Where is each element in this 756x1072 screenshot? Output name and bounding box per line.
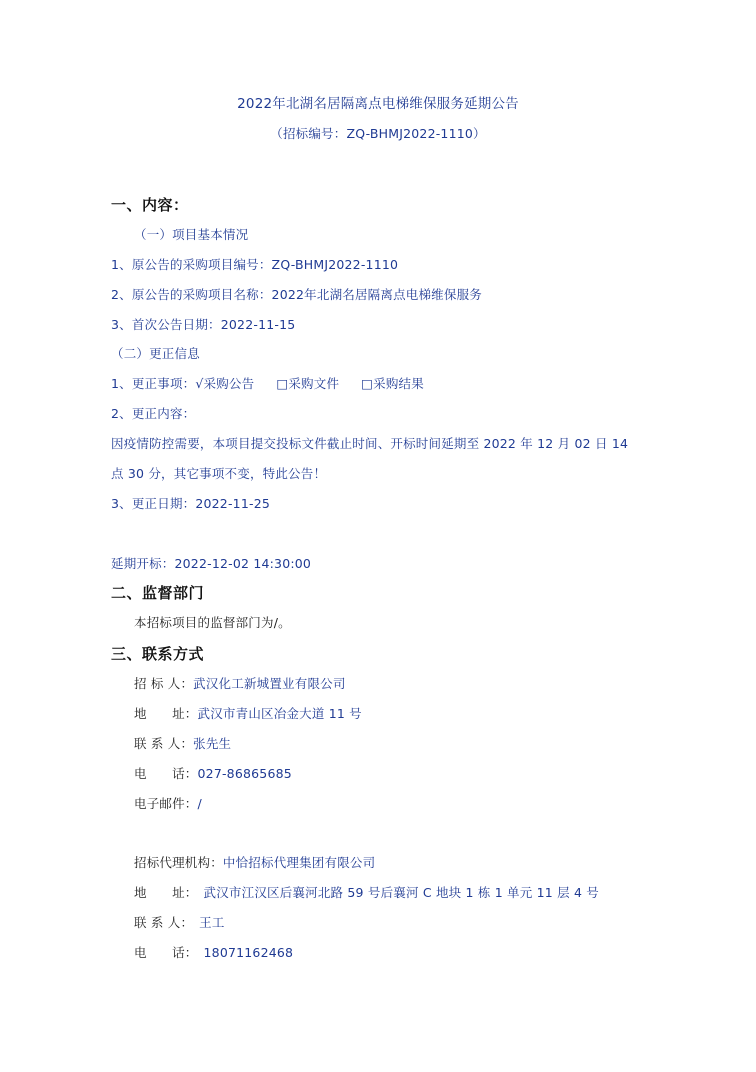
- tenderer-label: 招 标 人：: [134, 676, 194, 691]
- correction-items-label: 1、更正事项：: [111, 376, 196, 391]
- correction-items-row: [111, 376, 424, 392]
- agency-contact-value: 王工: [199, 915, 225, 930]
- option-procurement-results: □采购结果: [361, 376, 424, 391]
- agency-row: [134, 855, 375, 871]
- tenderer-value: 武汉化工新城置业有限公司: [193, 676, 346, 691]
- agency-label: 招标代理机构：: [134, 855, 223, 870]
- section3-heading: 三、联系方式: [111, 645, 205, 663]
- email-row: [134, 796, 202, 812]
- agency-phone-value: 18071162468: [203, 945, 294, 960]
- correction-content-label: 2、更正内容：: [111, 406, 196, 421]
- postponed-opening-time: 延期开标：2022-12-02 14:30:00: [111, 556, 312, 571]
- agency-address-value: 武汉市江汉区后襄河北路 59 号后襄河 C 地块 1 栋 1 单元 11 层 4 号: [203, 885, 599, 900]
- agency-address-row: [134, 885, 599, 901]
- correction-text-line1: 因疫情防控需要，本项目提交投标文件截止时间、开标时间延期至 2022 年 12 月 02 日 14: [111, 436, 629, 451]
- section1-heading: 一、内容：: [111, 196, 189, 214]
- subsection-basic-info: （一）项目基本情况: [134, 227, 249, 242]
- agency-contact-row: [134, 915, 225, 931]
- agency-contact-label: 联 系 人：: [134, 915, 194, 930]
- supervision-text: 本招标项目的监督部门为/。: [134, 615, 291, 630]
- section2-heading: 二、监督部门: [111, 584, 205, 602]
- subsection-correction-info: （二）更正信息: [111, 346, 200, 361]
- option-procurement-documents: □采购文件: [276, 376, 340, 391]
- agency-phone-label: 电 话：: [134, 945, 198, 960]
- address-value: 武汉市青山区冶金大道 11 号: [197, 706, 362, 721]
- email-label: 电子邮件：: [134, 796, 198, 811]
- document-subtitle: （招标编号：ZQ-BHMJ2022-1110）: [270, 126, 486, 141]
- phone-value: 027-86865685: [197, 766, 292, 781]
- address-row: [134, 706, 362, 722]
- contact-value: 张先生: [193, 736, 232, 751]
- document-title: 2022年北湖名居隔离点电梯维保服务延期公告: [237, 96, 519, 112]
- email-value: /: [197, 796, 202, 811]
- contact-row: [134, 736, 231, 752]
- address-label: 地 址：: [134, 706, 198, 721]
- correction-date: 3、更正日期：2022-11-25: [111, 496, 270, 511]
- contact-label: 联 系 人：: [134, 736, 194, 751]
- tenderer-row: [134, 676, 346, 692]
- agency-address-label: 地 址：: [134, 885, 198, 900]
- agency-phone-row: [134, 945, 293, 961]
- original-project-name: 2、原公告的采购项目名称：2022年北湖名居隔离点电梯维保服务: [111, 287, 482, 302]
- phone-label: 电 话：: [134, 766, 198, 781]
- agency-value: 中恰招标代理集团有限公司: [222, 855, 376, 870]
- option-procurement-notice: √采购公告: [195, 376, 255, 391]
- correction-text-line2: 点 30 分，其它事项不变，特此公告！: [111, 466, 327, 481]
- phone-row: [134, 766, 292, 782]
- first-announcement-date: 3、首次公告日期：2022-11-15: [111, 317, 296, 332]
- original-project-number: 1、原公告的采购项目编号：ZQ-BHMJ2022-1110: [111, 257, 399, 272]
